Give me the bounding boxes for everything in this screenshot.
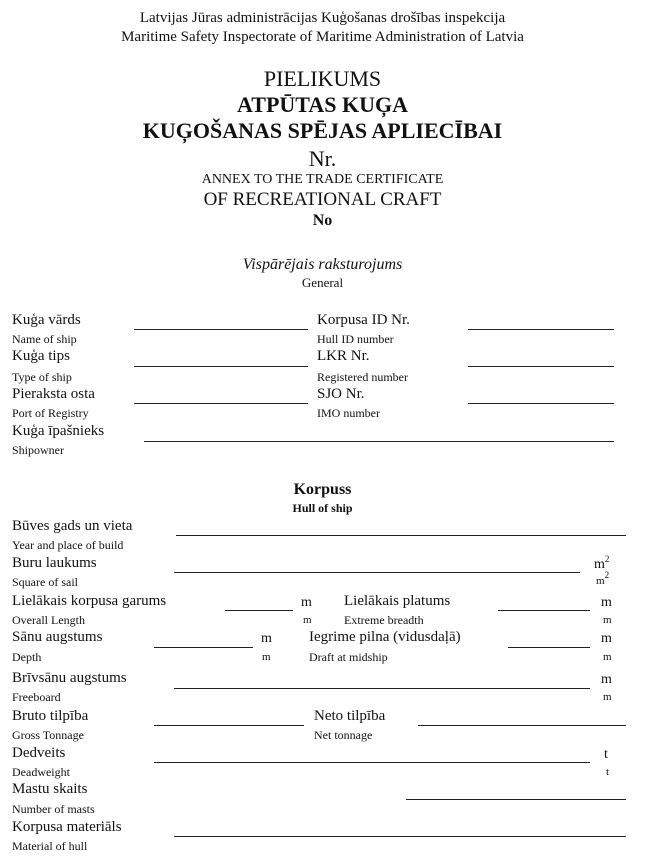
masts-label: Mastu skaits [12, 781, 88, 797]
org-name-lv: Latvijas Jūras administrācijas Kuģošanas drošības inspekcija [139, 10, 506, 26]
build-field[interactable] [176, 535, 626, 536]
hull-material-label-en: Material of hull [12, 839, 88, 853]
port-of-registry-field[interactable] [134, 403, 308, 404]
general-heading-lv: Vispārējais raksturojums [242, 256, 403, 273]
ship-name-field[interactable] [134, 329, 308, 330]
extreme-breadth-field[interactable] [498, 610, 590, 611]
deadweight-label: Dedveits [12, 745, 66, 761]
title-certificate-lv: KUĢOŠANAS SPĒJAS APLIECĪBAI [142, 118, 503, 143]
extreme-breadth-label-en: Extreme breadth [344, 613, 424, 627]
depth-field[interactable] [154, 647, 253, 648]
freeboard-label: Brīvsānu augstums [12, 670, 127, 686]
org-name-en: Maritime Safety Inspectorate of Maritime Administration of Latvia [121, 29, 524, 45]
freeboard-unit: m [601, 672, 612, 687]
hull-id-label-en: Hull ID number [317, 332, 394, 346]
sail-area-label-en: Square of sail [12, 575, 78, 589]
deadweight-label-en: Deadweight [12, 765, 70, 779]
sail-area-field[interactable] [174, 572, 580, 573]
hull-heading-lv: Korpuss [293, 481, 352, 498]
overall-length-label: Lielākais korpusa garums [12, 593, 167, 609]
hull-material-label: Korpusa materiāls [12, 819, 122, 835]
title-recreational-craft-en: OF RECREATIONAL CRAFT [203, 189, 442, 210]
build-label: Būves gads un vieta [12, 518, 133, 534]
lkr-number-field[interactable] [468, 366, 614, 367]
imo-number-label: SJO Nr. [317, 386, 365, 402]
overall-length-unit: m [301, 595, 312, 610]
port-of-registry-label-en: Port of Registry [12, 406, 89, 420]
title-number-en: No [312, 212, 333, 229]
freeboard-unit-en: m [603, 691, 612, 703]
depth-label-en: Depth [12, 650, 42, 664]
gross-tonnage-label: Bruto tilpība [12, 708, 89, 724]
extreme-breadth-label: Lielākais platums [344, 593, 451, 609]
sail-area-unit: $m^2$ [594, 554, 610, 572]
extreme-breadth-unit-en: m [603, 614, 612, 626]
hull-id-field[interactable] [468, 329, 614, 330]
hull-id-label: Korpusa ID Nr. [317, 312, 410, 328]
title-annex-lv: PIELIKUMS [263, 66, 382, 91]
imo-number-label-en: IMO number [317, 406, 380, 420]
depth-unit: m [261, 631, 272, 646]
title-number-lv: Nr. [308, 146, 337, 171]
ship-name-label-en: Name of ship [12, 332, 77, 346]
draft-unit-en: m [603, 651, 612, 663]
freeboard-field[interactable] [174, 688, 590, 689]
overall-length-label-en: Overall Length [12, 613, 85, 627]
imo-number-field[interactable] [468, 403, 614, 404]
title-annex-en: ANNEX TO THE TRADE CERTIFICATE [201, 172, 444, 187]
ship-name-label: Kuģa vārds [12, 312, 81, 328]
ship-type-field[interactable] [134, 366, 308, 367]
hull-material-field[interactable] [174, 836, 626, 837]
draft-unit: m [601, 631, 612, 646]
gross-tonnage-field[interactable] [154, 725, 304, 726]
deadweight-unit-en: t [606, 766, 610, 778]
masts-label-en: Number of masts [12, 802, 95, 816]
depth-unit-en: m [262, 651, 271, 663]
shipowner-label-en: Shipowner [12, 443, 64, 457]
shipowner-label: Kuģa īpašnieks [12, 423, 105, 439]
net-tonnage-label: Neto tilpība [314, 708, 386, 724]
extreme-breadth-unit: m [601, 595, 612, 610]
depth-label: Sānu augstums [12, 629, 103, 645]
net-tonnage-field[interactable] [418, 725, 626, 726]
ship-type-label: Kuģa tips [12, 348, 70, 364]
masts-field[interactable] [406, 799, 626, 800]
gross-tonnage-label-en: Gross Tonnage [12, 728, 84, 742]
lkr-number-label: LKR Nr. [317, 348, 370, 364]
freeboard-label-en: Freeboard [12, 690, 61, 704]
deadweight-field[interactable] [154, 762, 590, 763]
draft-field[interactable] [508, 647, 590, 648]
port-of-registry-label: Pieraksta osta [12, 386, 95, 402]
shipowner-field[interactable] [144, 441, 614, 442]
draft-label-en: Draft at midship [309, 650, 388, 664]
draft-label: Iegrime pilna (vidusdaļā) [309, 629, 461, 645]
general-heading-en: General [301, 275, 344, 290]
deadweight-unit: t [604, 747, 608, 762]
build-label-en: Year and place of build [12, 538, 124, 552]
overall-length-unit-en: m [303, 614, 312, 626]
sail-area-unit-en: $m^2$ [596, 570, 610, 587]
lkr-number-label-en: Registered number [317, 370, 408, 384]
net-tonnage-label-en: Net tonnage [314, 728, 373, 742]
ship-type-label-en: Type of ship [12, 370, 72, 384]
sail-area-label: Buru laukums [12, 555, 97, 571]
hull-heading-en: Hull of ship [292, 501, 353, 515]
overall-length-field[interactable] [225, 610, 293, 611]
title-recreational-craft-lv: ATPŪTAS KUĢA [237, 92, 408, 117]
